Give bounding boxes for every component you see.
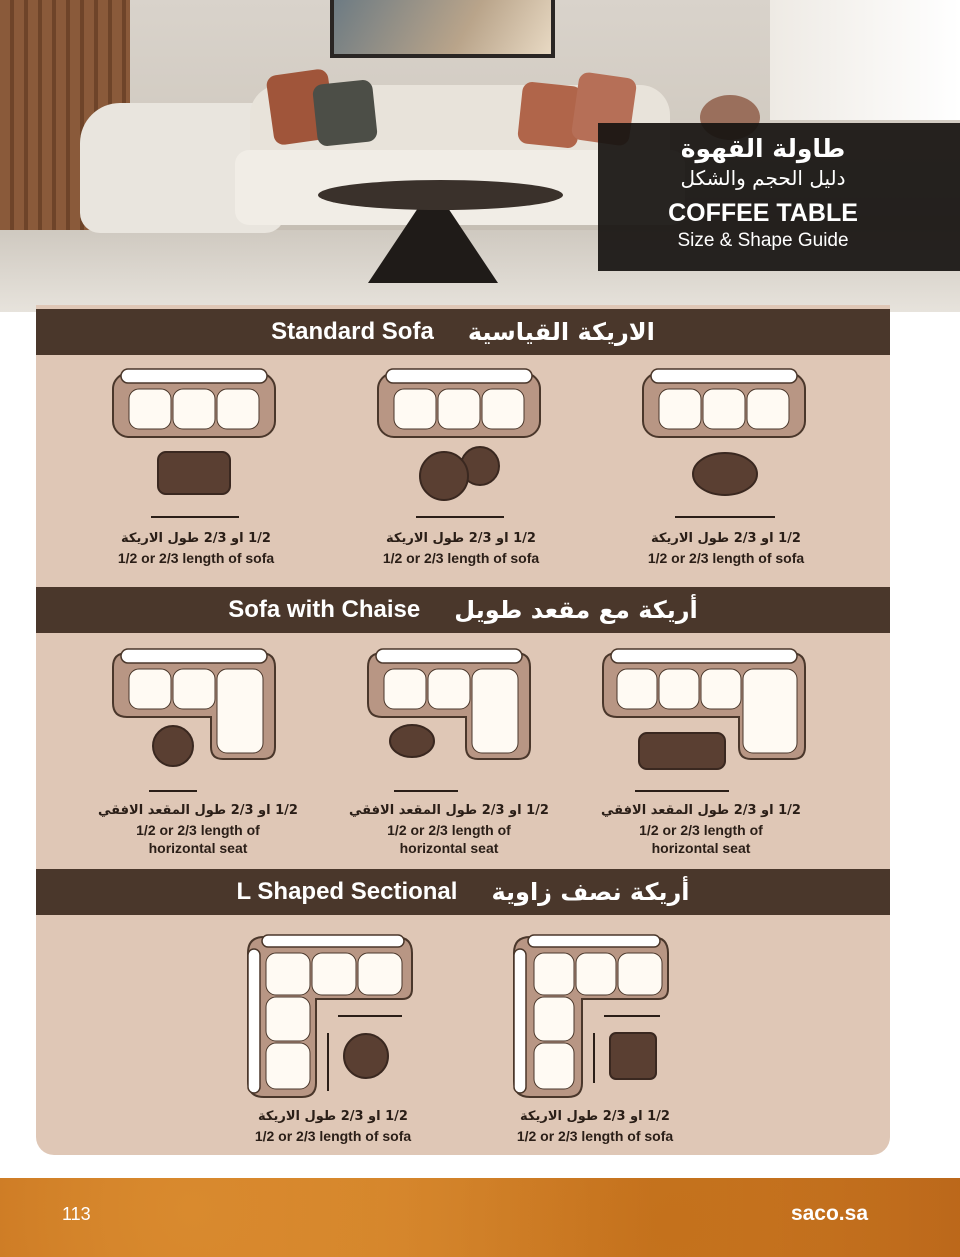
caption-chaise-3: 1/2 او 2/3 طول المقعد الافقي 1/2 or 2/3 length of horizontal seat (601, 803, 801, 856)
standard-sofa-round-table (376, 367, 546, 517)
chaise-sofa-round-table (111, 647, 281, 797)
lshape-sofa-square-table (512, 933, 682, 1103)
caption-chaise-1: 1/2 او 2/3 طول المقعد الافقي 1/2 or 2/3 length of horizontal seat (98, 803, 298, 856)
standard-sofa-rect-table (111, 367, 281, 517)
section-title-en: L Shaped Sectional (236, 878, 458, 905)
guide-panel (36, 305, 890, 1155)
caption-lshape-2: 1/2 او 2/3 طول الاريكة 1/2 or 2/3 length of sofa (516, 1109, 674, 1144)
chaise-sofa-oval-table (366, 647, 536, 797)
section-header-chaise (36, 587, 890, 633)
caption-chaise-2: 1/2 او 2/3 طول المقعد الافقي 1/2 or 2/3 length of horizontal seat (349, 803, 549, 856)
title-arabic: طاولة القهوة (680, 134, 846, 163)
section-header-standard (36, 309, 890, 355)
section-title-ar: أريكة نصف زاوية (491, 878, 690, 906)
caption-lshape-1: 1/2 او 2/3 طول الاريكة 1/2 or 2/3 length of sofa (254, 1109, 412, 1144)
subtitle-english: Size & Shape Guide (677, 230, 849, 251)
footer (0, 1178, 960, 1257)
title-english: COFFEE TABLE (668, 199, 858, 227)
subtitle-arabic: دليل الحجم والشكل (680, 166, 846, 190)
section-title-en: Standard Sofa (271, 318, 434, 345)
standard-sofa-oval-table (641, 367, 811, 517)
caption-standard-3: 1/2 او 2/3 طول الاريكة 1/2 or 2/3 length of sofa (647, 531, 805, 566)
lshape-sofa-round-table (246, 933, 416, 1103)
caption-standard-1: 1/2 او 2/3 طول الاريكة 1/2 or 2/3 length of sofa (117, 531, 275, 566)
page-number: 113 (62, 1204, 91, 1224)
section-header-lshape (36, 869, 890, 915)
section-title-ar: أريكة مع مقعد طويل (454, 596, 698, 624)
website-link[interactable]: saco.sa (790, 1202, 868, 1225)
title-box (598, 123, 960, 271)
caption-standard-2: 1/2 او 2/3 طول الاريكة 1/2 or 2/3 length of sofa (382, 531, 540, 566)
coffee-table-photo (318, 180, 563, 210)
section-title-en: Sofa with Chaise (228, 596, 421, 623)
chaise-sofa-rect-table (601, 647, 811, 797)
section-title-ar: الاريكة القياسية (467, 318, 655, 346)
